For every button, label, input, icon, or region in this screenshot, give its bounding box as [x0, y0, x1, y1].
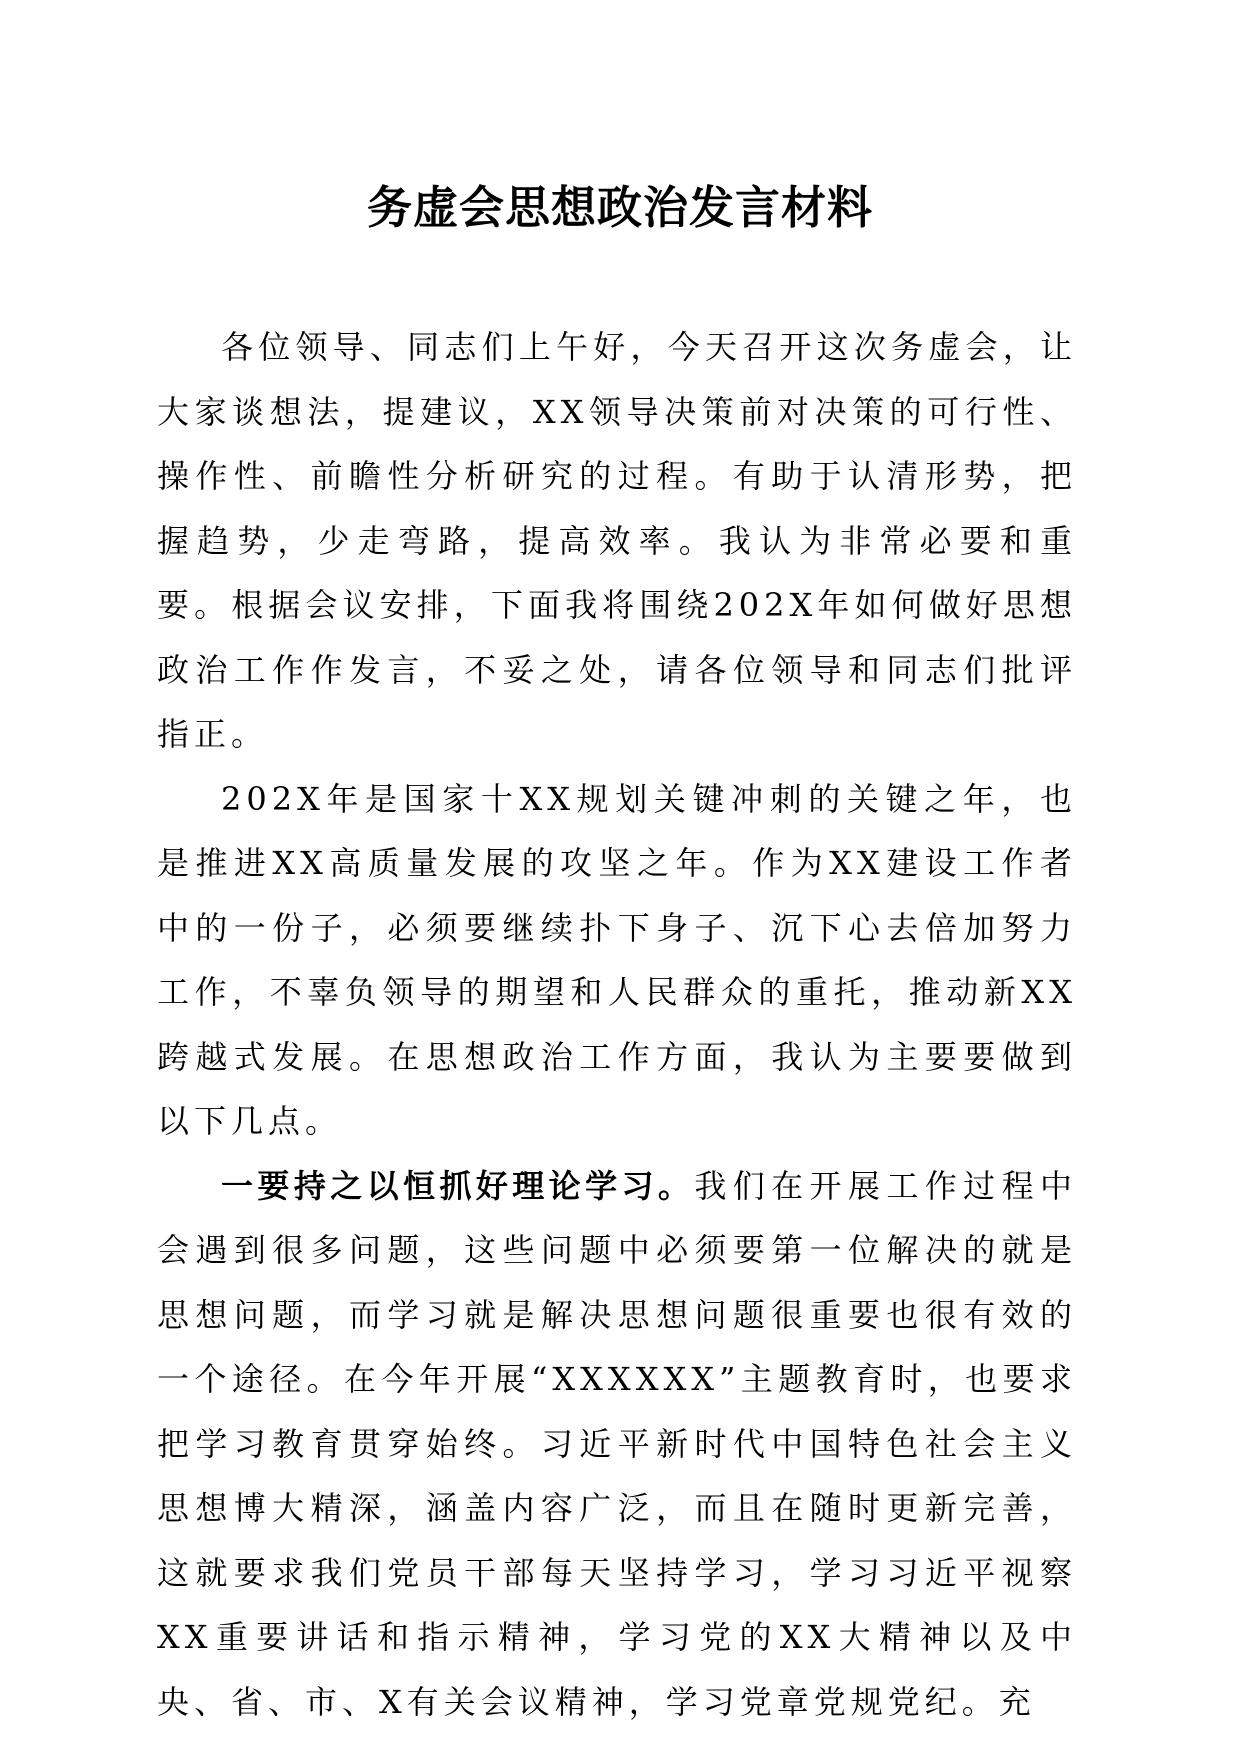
document-title: 务虚会思想政治发言材料 [366, 181, 873, 234]
paragraph-greeting [157, 315, 1077, 767]
paragraph-text: 各位领导、同志们上午好，今天召开这次务虚会，让大家谈想法，提建议，XX领导决策前对决策的可行性、操作性、前瞻性分析研究的过程。有助于认清形势，把握趋势，少走弯路，提高效率。我认为非常必要和重要。根据会议安排，下面我将围绕202X年如何做好思想政治工作作发言，不妥之处，请各位领导和同志们批评指正。 [157, 328, 1077, 753]
paragraph-context [157, 767, 1077, 1154]
paragraph-text: 我们在开展工作过程中会遇到很多问题，这些问题中必须要第一位解决的就是思想问题，而学习就是解决思想问题很重要也很有效的一个途径。在今年开展“XXXXXX”主题教育时，也要求把学习教育贯穿始终。习近平新时代中国特色社会主义思想博大精深，涵盖内容广泛，而且在随时更新完善，这就要求我们党员干部每天坚持学习，学习习近平视察XX重要讲话和指示精神，学习党的XX大精神以及中央、省、市、X有关会议精神，学习党章党规党纪。充 [157, 1166, 1077, 1721]
paragraph-point-one [157, 1154, 1077, 1735]
paragraph-lead-heading: 一要持之以恒抓好理论学习。 [221, 1166, 695, 1205]
document-body [157, 315, 1077, 1734]
paragraph-text: 202X年是国家十XX规划关键冲刺的关键之年，也是推进XX高质量发展的攻坚之年。作为XX建设工作者中的一份子，必须要继续扑下身子、沉下心去倍加努力工作，不辜负领导的期望和人民群众的重托，推动新XX跨越式发展。在思想政治工作方面，我认为主要要做到以下几点。 [157, 779, 1077, 1140]
